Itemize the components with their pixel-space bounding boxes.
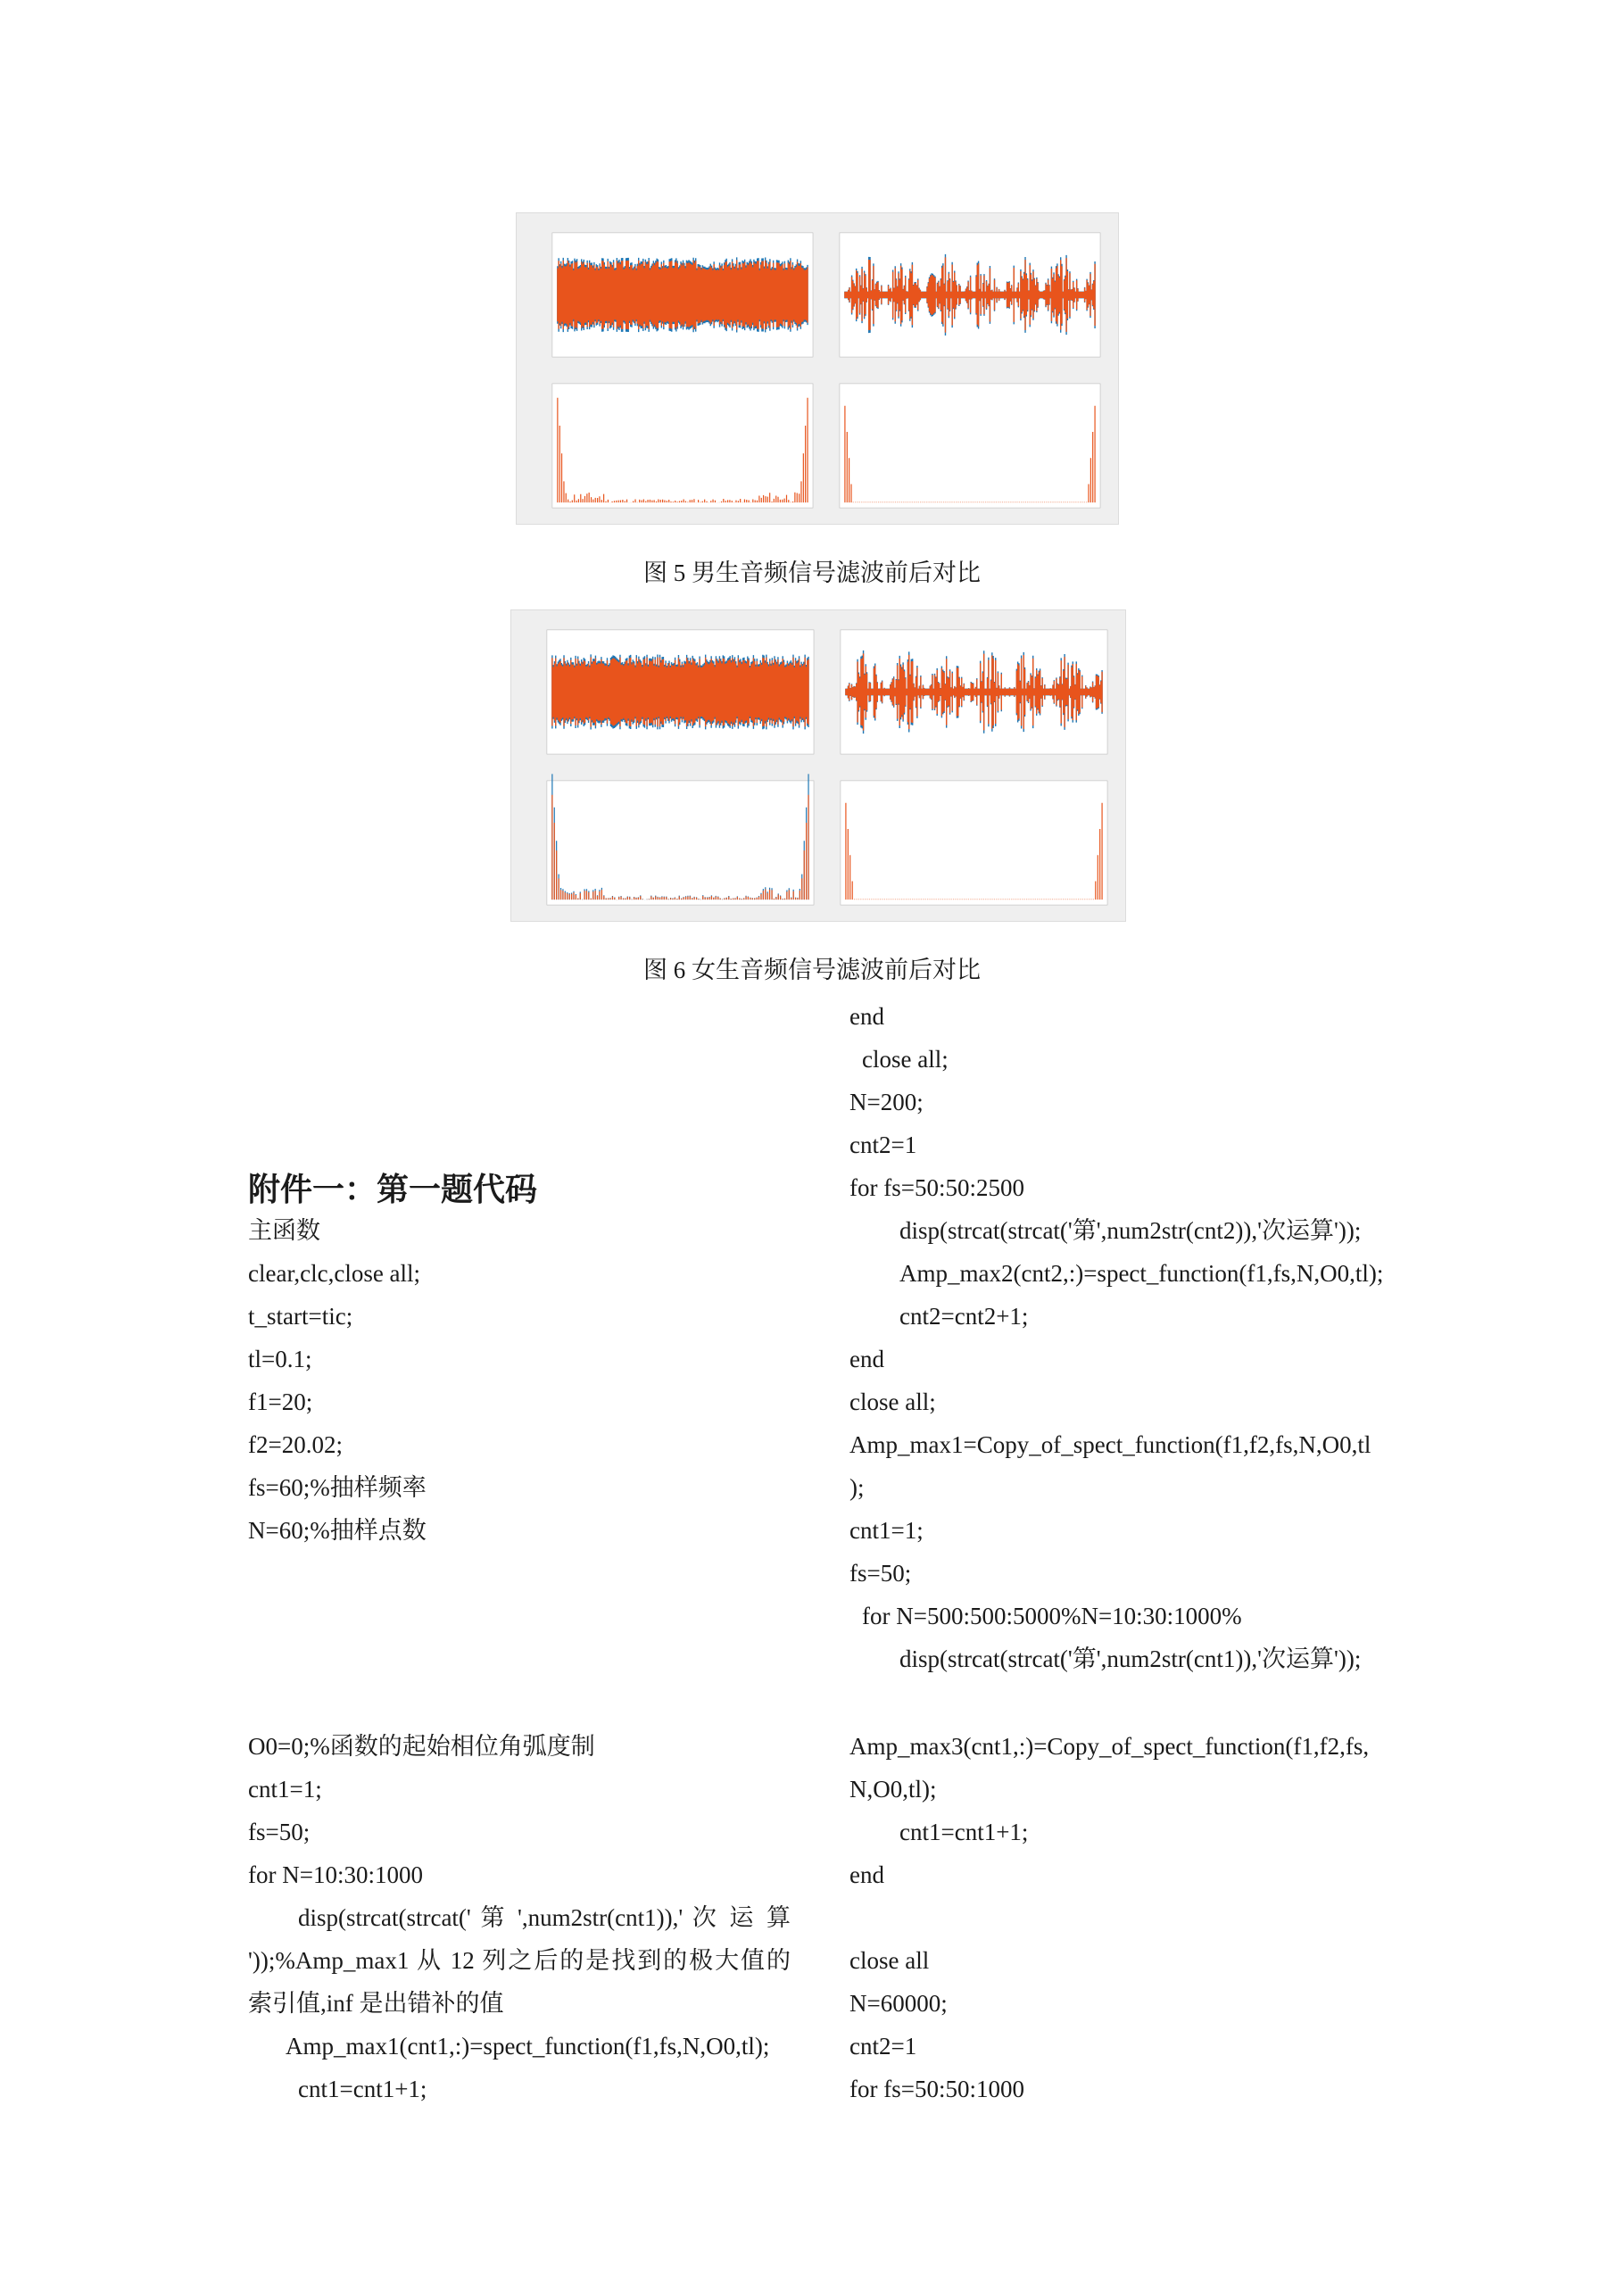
- code-line-right-10: Amp_max1=Copy_of_spect_function(f1,f2,fs,N,O0,tl: [849, 1431, 1371, 1458]
- code-line-right-3: cnt2=1: [849, 1131, 917, 1158]
- code-line-right-1: close all;: [862, 1046, 949, 1073]
- wave-trace-orange: [558, 260, 808, 329]
- code-line-right-7: cnt2=cnt2+1;: [899, 1303, 1029, 1330]
- code-line-right-16: Amp_max3(cnt1,:)=Copy_of_spect_function(f1,f2,fs,: [849, 1733, 1370, 1760]
- code-line-right-12: cnt1=1;: [849, 1517, 924, 1544]
- figure-5-panel-3: [840, 384, 1100, 508]
- code-line-right-21: close all: [849, 1947, 930, 1974]
- figure-6-panel-2: [547, 774, 814, 905]
- code-line-right-8: end: [849, 1346, 884, 1372]
- code-line-left-15: Amp_max1(cnt1,:)=spect_function(f1,fs,N,O0,tl);: [286, 2033, 770, 2060]
- figure-5-panel-0: [552, 233, 813, 357]
- code-line-left-12: disp(strcat(strcat(' 第 ',num2str(cnt1)),' 次 运 算: [298, 1904, 791, 1931]
- code-line-left-5: f2=20.02;: [248, 1431, 343, 1458]
- wave-trace-orange: [552, 657, 808, 726]
- code-line-right-24: for fs=50:50:1000: [849, 2076, 1024, 2102]
- appendix-heading: 附件一：第一题代码: [248, 1172, 538, 1208]
- code-line-right-11: );: [849, 1474, 865, 1501]
- code-line-right-0: end: [849, 1003, 884, 1030]
- figure-5-panel-1: [840, 233, 1100, 357]
- figure-5-image: [516, 212, 1119, 525]
- figure-6-panel-1: [841, 630, 1107, 754]
- figure-5-panel-2: [552, 384, 813, 508]
- code-line-right-5: disp(strcat(strcat('第',num2str(cnt2)),'次运算'));: [899, 1217, 1362, 1244]
- code-line-left-7: N=60;%抽样点数: [248, 1517, 427, 1544]
- code-line-right-2: N=200;: [849, 1089, 924, 1115]
- figure-6-image: [510, 609, 1126, 922]
- code-line-left-13: '));%Amp_max1 从 12 列之后的是找到的极大值的: [248, 1947, 791, 1974]
- code-line-right-19: end: [849, 1861, 884, 1888]
- code-line-right-6: Amp_max2(cnt2,:)=spect_function(f1,fs,N,O0,tl);: [899, 1260, 1384, 1287]
- code-line-left-11: for N=10:30:1000: [248, 1861, 423, 1888]
- figure-6-plots: [511, 610, 1125, 921]
- code-line-left-3: tl=0.1;: [248, 1346, 312, 1372]
- code-line-right-4: for fs=50:50:2500: [849, 1174, 1024, 1201]
- code-line-left-2: t_start=tic;: [248, 1303, 353, 1330]
- code-line-left-8: O0=0;%函数的起始相位角弧度制: [248, 1733, 595, 1760]
- figure-6-panel-3: [841, 781, 1107, 905]
- code-line-right-14: for N=500:500:5000%N=10:30:1000%: [862, 1603, 1242, 1629]
- code-line-right-23: cnt2=1: [849, 2033, 917, 2060]
- code-line-left-14: 索引值,inf 是出错补的值: [248, 1990, 504, 2017]
- figure-5-plots: [517, 213, 1118, 524]
- code-line-left-6: fs=60;%抽样频率: [248, 1474, 427, 1501]
- code-line-right-13: fs=50;: [849, 1560, 912, 1587]
- code-line-right-9: close all;: [849, 1388, 936, 1415]
- figure-6-caption: 图 6 女生音频信号滤波前后对比: [643, 957, 981, 983]
- code-line-left-10: fs=50;: [248, 1819, 311, 1845]
- code-line-right-17: N,O0,tl);: [849, 1776, 937, 1803]
- code-line-right-15: disp(strcat(strcat('第',num2str(cnt1)),'次运算'));: [899, 1645, 1362, 1672]
- figure-5-caption: 图 5 男生音频信号滤波前后对比: [643, 559, 981, 586]
- code-line-left-1: clear,clc,close all;: [248, 1260, 421, 1287]
- code-line-right-18: cnt1=cnt1+1;: [899, 1819, 1029, 1845]
- code-line-left-9: cnt1=1;: [248, 1776, 322, 1803]
- code-line-right-22: N=60000;: [849, 1990, 948, 2017]
- code-line-left-16: cnt1=cnt1+1;: [298, 2076, 427, 2102]
- code-line-left-4: f1=20;: [248, 1388, 313, 1415]
- figure-6-panel-0: [547, 630, 814, 754]
- code-line-left-0: 主函数: [248, 1217, 320, 1244]
